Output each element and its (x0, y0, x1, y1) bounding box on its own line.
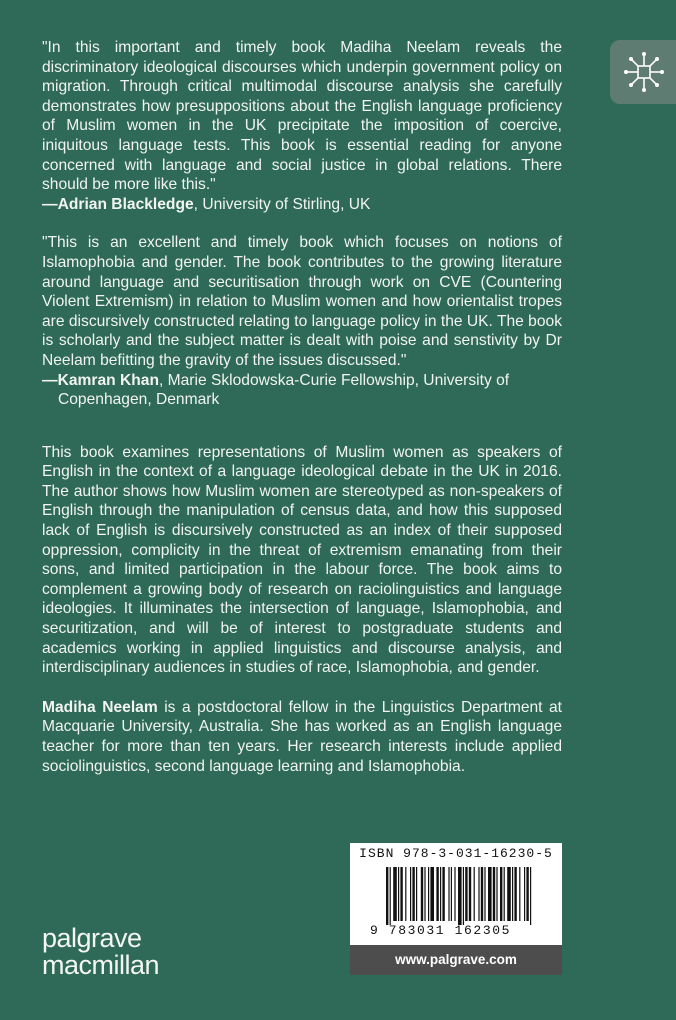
publisher-logo-badge (610, 40, 676, 104)
isbn-label: ISBN 978-3-031-16230-5 (359, 846, 553, 861)
quote-2-affiliation-line1: , Marie Sklodowska-Curie Fellowship, University of (158, 371, 510, 389)
quote-1-author: —Adrian Blackledge (42, 195, 194, 213)
author-bio-text: is a postdoctoral fellow in the Linguistics Department at Macquarie University, Australia. She has worked as an English language teacher for more than ten years. Her research interests include applied sociolinguistics, second language learning and Islamophobia. (42, 698, 563, 775)
barcode-panel (350, 843, 562, 945)
quote-1-text: "In this important and timely book Madiha Neelam reveals the discriminatory ideological discourses which underpin government policy on migration. Through critical multimodal discourse analysis she carefully demonstrates how presuppositions about the English language proficiency of Muslim women in the UK precipitate the imposition of coercive, iniquitous language tests. This book is essential reading for anyone concerned with language and social justice in global relations. There should be more like this." (42, 39, 562, 194)
barcode-bars (386, 867, 536, 925)
publisher-logo-line1: palgrave (42, 923, 142, 953)
quote-1-affiliation: , University of Stirling, UK (193, 195, 371, 213)
ean-digits: 9 783031 162305 (370, 923, 512, 938)
publisher-logo (42, 925, 159, 979)
quote-2-affiliation-line2: Copenhagen, Denmark (58, 391, 220, 409)
publisher-url: www.palgrave.com (350, 945, 562, 975)
author-bio-name: Madiha Neelam (42, 698, 158, 716)
quote-1-attribution (42, 195, 562, 215)
publisher-logo-line2: macmillan (42, 950, 160, 980)
quote-2-attribution (42, 371, 562, 410)
book-description: This book examines representations of Muslim women as speakers of English in the context of a language ideological debate in the UK in 2016. The author shows how Muslim women are stereotyped as non-speakers of English through the manipulation of census data, and how this supposed lack of English is discursively constructed as an index of their supposed oppression, complicity in the threat of extremism emanating from their sons, and limited participation in the labour force. The book aims to complement a growing body of research on raciolinguistics and language ideologies. It illuminates the intersection of language, Islamophobia, and securitization, and will be of interest to postgraduate students and academics working in applied linguistics and discourse analysis, and interdisciplinary audiences in studies of race, Islamophobia, and gender. (42, 443, 562, 677)
quote-2-author: —Kamran Khan (42, 371, 159, 389)
quote-2-text: "This is an excellent and timely book which focuses on notions of Islamophobia and gender. The book contributes to the growing literature around language and securitisation through work on CVE (Countering Violent Extremism) in relation to Muslim women and how orientalist tropes are discursively constructed relating to language policy in the UK. The book is scholarly and the subject matter is dealt with poise and senstivity by Dr Neelam befitting the gravity of the issues discussed." (42, 234, 562, 369)
back-cover-text (42, 38, 562, 776)
network-logo-icon (622, 50, 666, 94)
author-bio (42, 698, 562, 776)
